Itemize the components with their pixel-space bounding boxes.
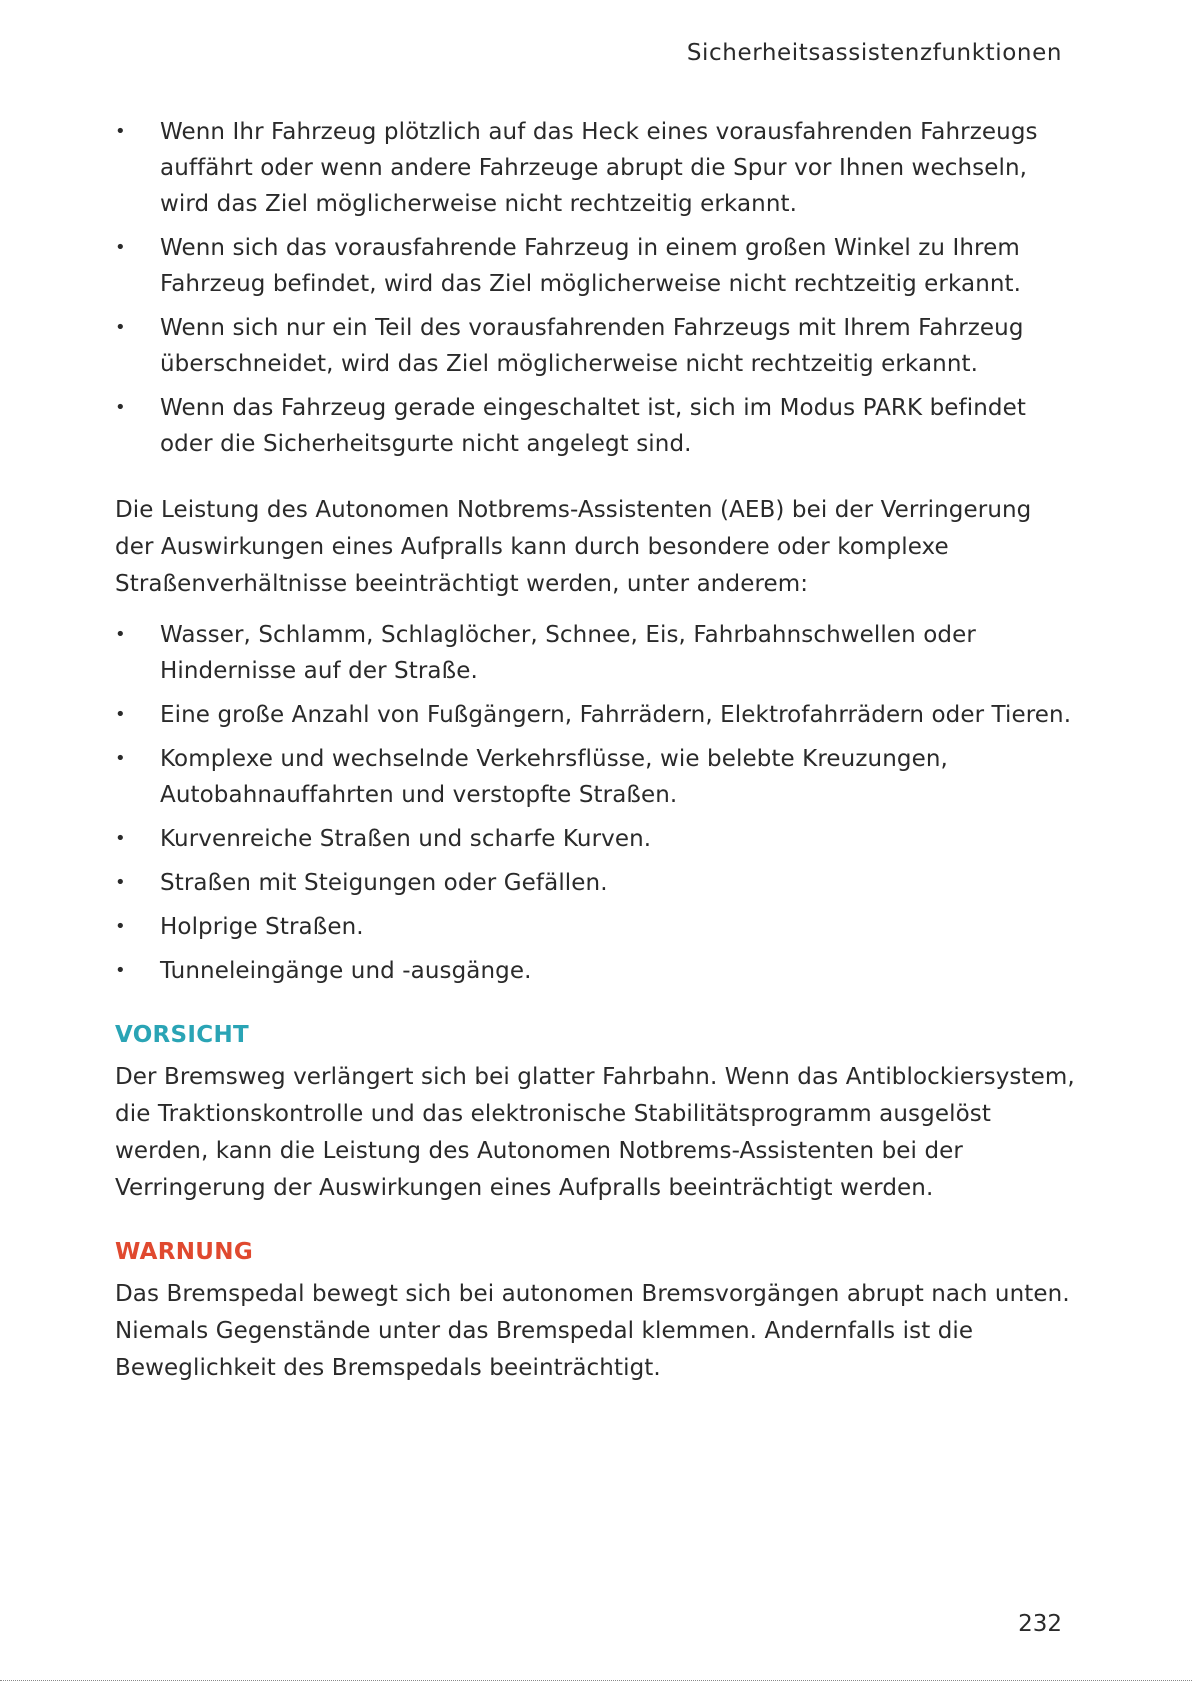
list-item [115,909,1075,945]
road-conditions-list [115,617,1075,989]
bullet-icon: • [115,397,126,418]
bullet-icon: • [115,704,126,725]
list-item [115,953,1075,989]
list-item-text: Wenn sich nur ein Teil des vorausfahrenden Fahrzeugs mit Ihrem Fahrzeug überschneidet, wird das Ziel möglicherweise nicht rechtzeitig erkannt. [160,315,1024,377]
list-item-text: Holprige Straßen. [160,914,364,940]
bullet-icon: • [115,960,126,981]
bullet-icon: • [115,624,126,645]
list-item [115,114,1075,222]
page-number: 232 [1018,1611,1062,1637]
bullet-icon: • [115,828,126,849]
road-conditions-intro: Die Leistung des Autonomen Notbrems-Assistenten (AEB) bei der Verringerung der Auswirkungen eines Aufpralls kann durch besondere oder komplexe Straßenverhältnisse beeinträchtigt werden, unter anderem: [115,497,1032,597]
list-item [115,821,1075,857]
list-item-text: Straßen mit Steigungen oder Gefällen. [160,870,608,896]
page-header-title: Sicherheitsassistenzfunktionen [686,40,1062,66]
bullet-icon: • [115,872,126,893]
list-item-text: Kurvenreiche Straßen und scharfe Kurven. [160,826,652,852]
bullet-icon: • [115,748,126,769]
caution-heading: VORSICHT [115,1022,249,1048]
list-item-text: Wasser, Schlamm, Schlaglöcher, Schnee, Eis, Fahrbahnschwellen oder Hindernisse auf der Straße. [160,622,976,684]
list-item-text: Wenn sich das vorausfahrende Fahrzeug in einem großen Winkel zu Ihrem Fahrzeug befindet, wird das Ziel möglicherweise nicht rechtzeitig erkannt. [160,235,1022,297]
list-item [115,617,1075,689]
caution-text: Der Bremsweg verlängert sich bei glatter Fahrbahn. Wenn das Antiblockiersystem, die Traktionskontrolle und das elektronische Stabilitätsprogramm ausgelöst werden, kann die Leistung des Autonomen Notbrems-Assistenten bei der Verringerung der Auswirkungen eines Aufpralls beeinträchtigt werden. [115,1064,1075,1201]
bullet-icon: • [115,237,126,258]
bullet-icon: • [115,916,126,937]
list-item-text: Wenn Ihr Fahrzeug plötzlich auf das Heck eines vorausfahrenden Fahrzeugs auffährt oder wenn andere Fahrzeuge abrupt die Spur vor Ihnen wechseln, wird das Ziel möglicherweise nicht rechtzeitig erkannt. [160,119,1038,217]
list-item [115,310,1075,382]
list-item [115,230,1075,302]
warning-text: Das Bremspedal bewegt sich bei autonomen Bremsvorgängen abrupt nach unten. Niemals Gegenstände unter das Bremspedal klemmen. Andernfalls ist die Beweglichkeit des Bremspedals beeinträchtigt. [115,1281,1070,1381]
list-item [115,865,1075,901]
limitations-list [115,114,1075,462]
bullet-icon: • [115,121,126,142]
list-item [115,741,1075,813]
list-item [115,697,1075,733]
page-content [115,114,1075,1387]
list-item [115,390,1075,462]
list-item-text: Eine große Anzahl von Fußgängern, Fahrrädern, Elektrofahrrädern oder Tieren. [160,702,1072,728]
page-bottom-border [0,1680,1192,1685]
list-item-text: Komplexe und wechselnde Verkehrsflüsse, wie belebte Kreuzungen, Autobahnauffahrten und verstopfte Straßen. [160,746,948,808]
list-item-text: Tunneleingänge und -ausgänge. [160,958,532,984]
warning-heading: WARNUNG [115,1239,253,1265]
bullet-icon: • [115,317,126,338]
list-item-text: Wenn das Fahrzeug gerade eingeschaltet ist, sich im Modus PARK befindet oder die Sicherheitsgurte nicht angelegt sind. [160,395,1026,457]
